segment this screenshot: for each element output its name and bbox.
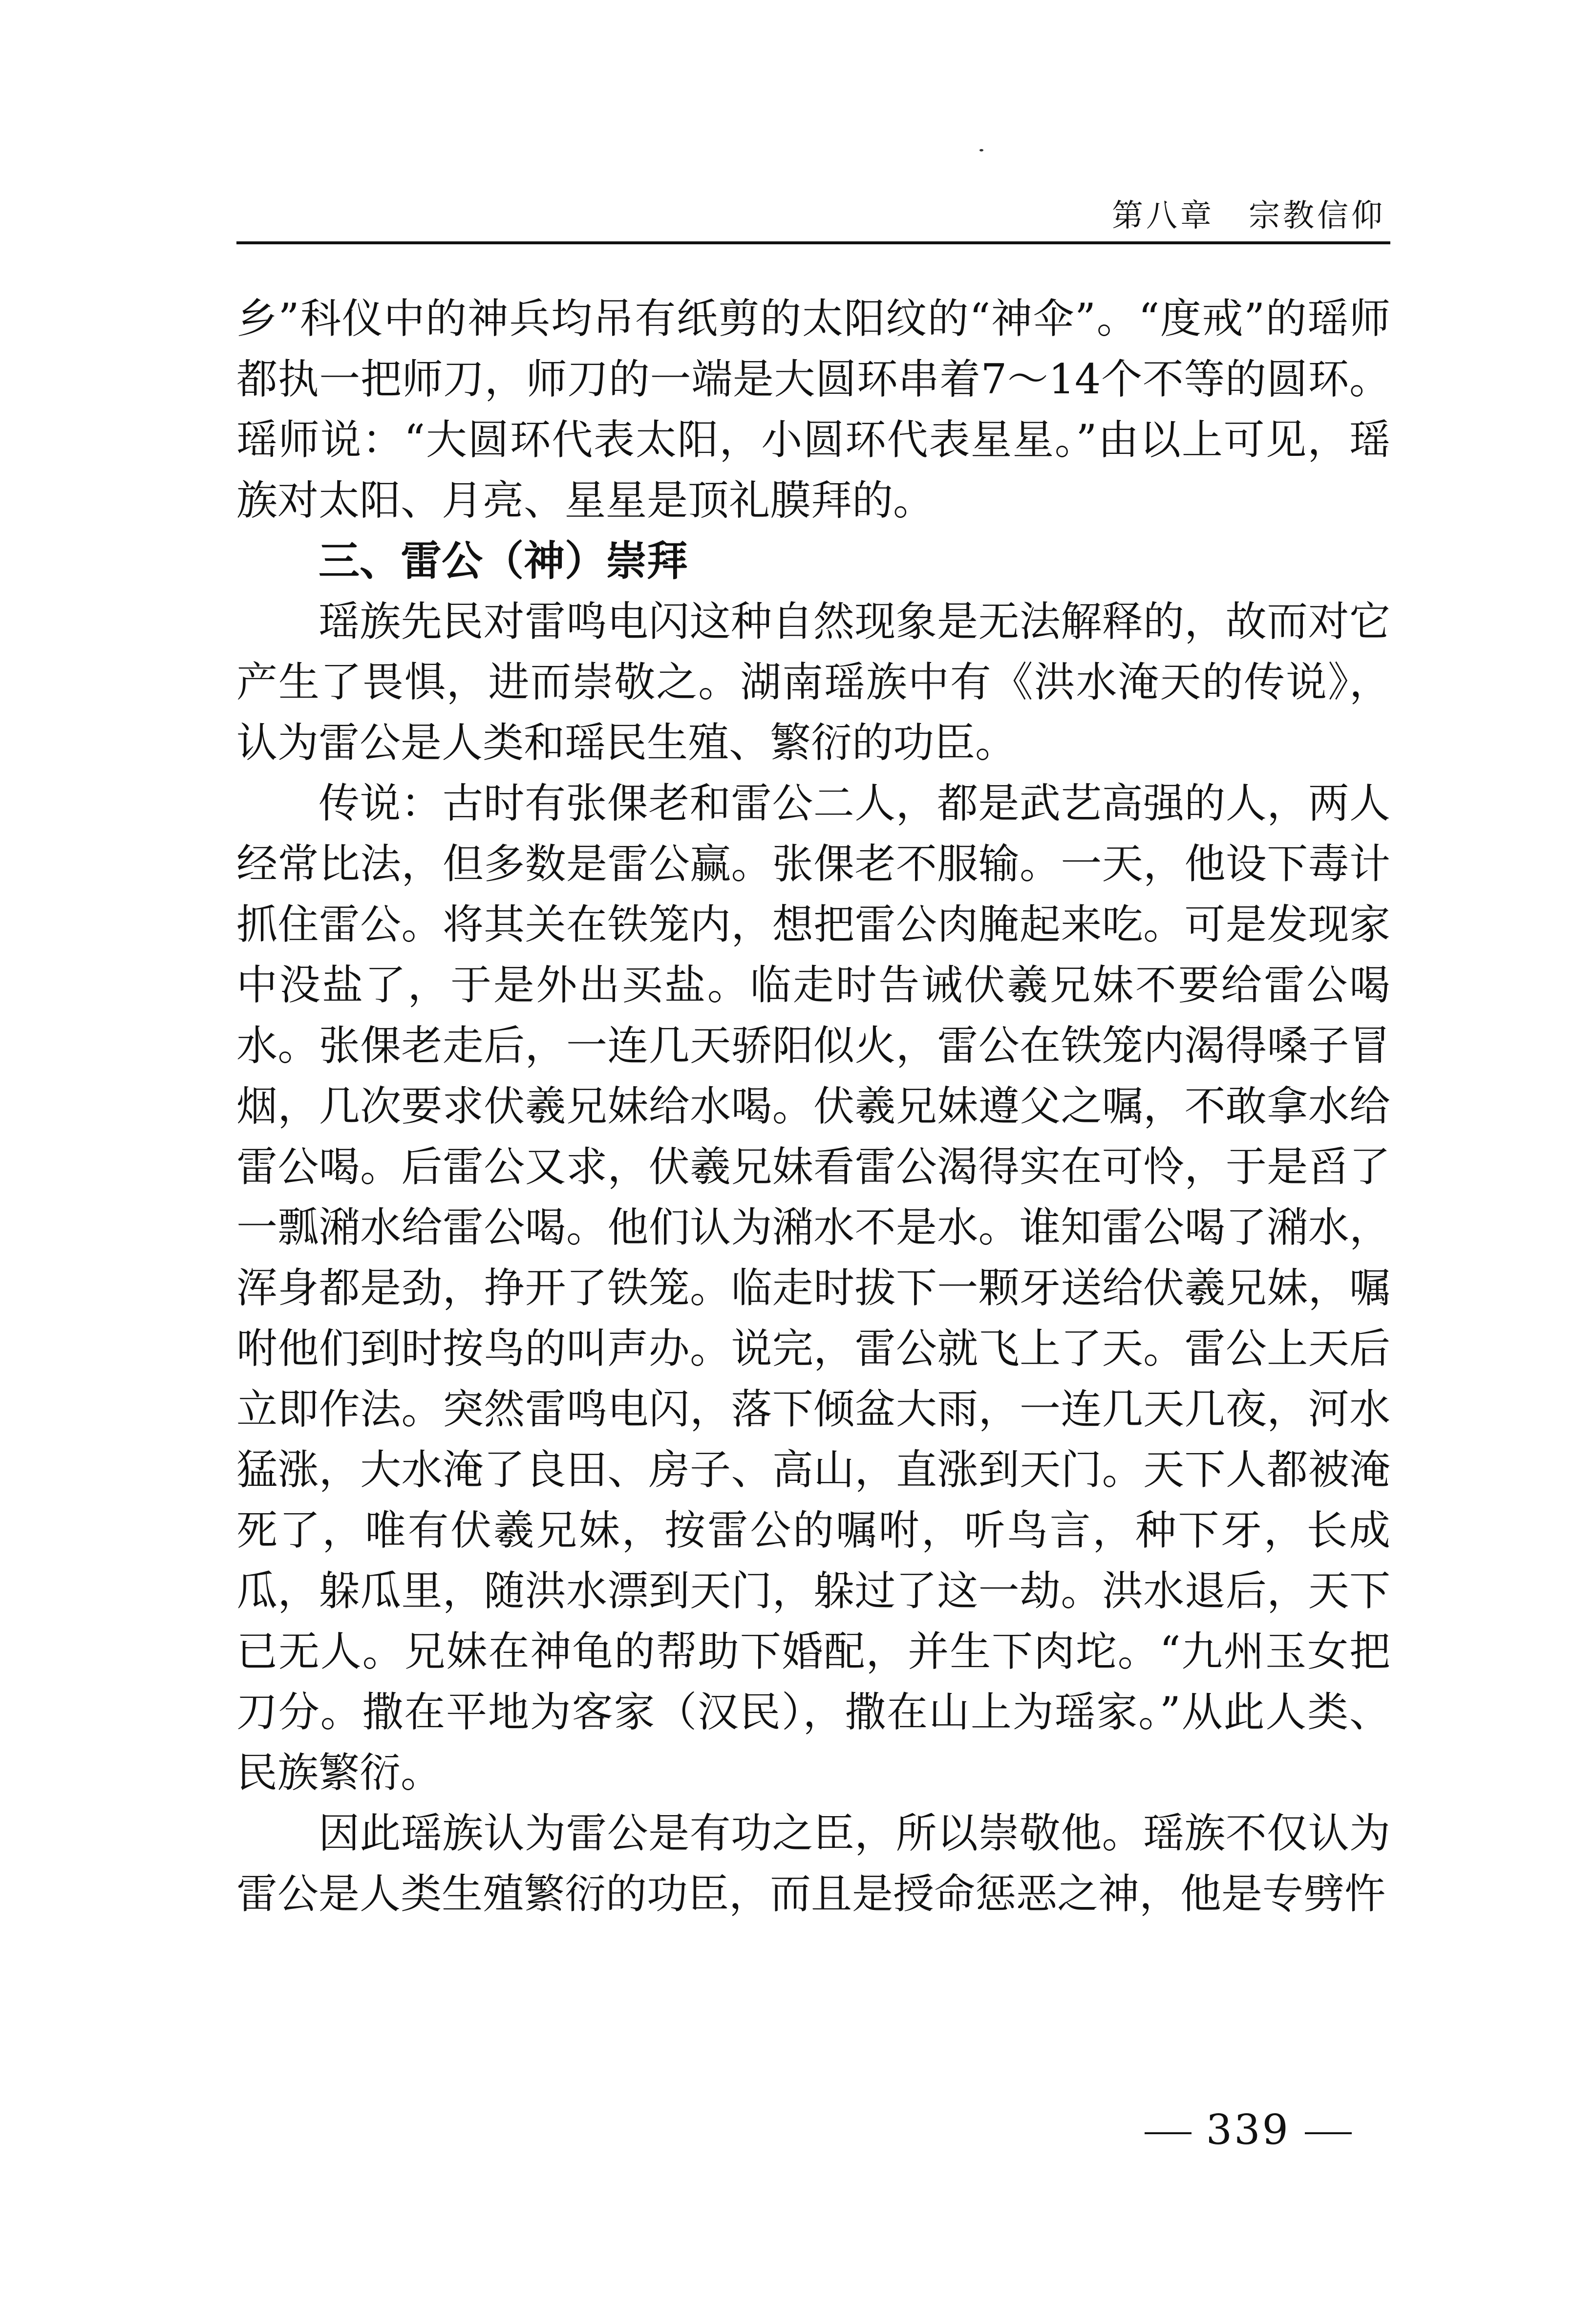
dash-left: [1145, 2132, 1192, 2134]
running-header: [236, 186, 1390, 244]
section-heading: 三、雷公（神）崇拜: [319, 537, 688, 585]
paragraph-4: 因此瑶族认为雷公是有功之臣，所以崇敬他。瑶族不仅认为雷公是人类生殖繁衍的功臣，而且是授命惩恶之神，他是专劈忤: [236, 1809, 1390, 1918]
scan-speck: [979, 149, 983, 151]
paragraph-2: 瑶族先民对雷鸣电闪这种自然现象是无法解释的，故而对它产生了畏惧，进而崇敬之。湖南瑶族中有《洪水淹天的传说》，认为雷公是人类和瑶民生殖、繁衍的功臣。: [236, 598, 1390, 767]
dash-right: [1305, 2132, 1352, 2134]
page-number: [1130, 2106, 1366, 2154]
paragraph-1: 乡”科仪中的神兵均吊有纸剪的太阳纹的“神伞”。“度戒”的瑶师都执一把师刀，师刀的一端是大圆环串着7～14个不等的圆环。瑶师说：“大圆环代表太阳，小圆环代表星星。”由以上可见，瑶族对太阳、月亮、星星是顶礼膜拜的。: [236, 295, 1390, 524]
chapter-title: 第八章 宗教信仰: [1112, 198, 1385, 234]
page-number-value: 339: [1206, 2106, 1290, 2154]
paragraph-3: 传说：古时有张倮老和雷公二人，都是武艺高强的人，两人经常比法，但多数是雷公赢。张倮老不服输。一天，他设下毒计抓住雷公。将其关在铁笼内，想把雷公肉腌起来吃。可是发现家中没盐了，于是外出买盐。临走时告诫伏羲兄妹不要给雷公喝水。张倮老走后，一连几天骄阳似火，雷公在铁笼内渴得嗓子冒烟，几次要求伏羲兄妹给水喝。伏羲兄妹遵父之嘱，不敢拿水给雷公喝。后雷公又求，伏羲兄妹看雷公渴得实在可怜，于是舀了一瓢潲水给雷公喝。他们认为潲水不是水。谁知雷公喝了潲水，浑身都是劲，挣开了铁笼。临走时拔下一颗牙送给伏羲兄妹，嘱咐他们到时按鸟的叫声办。说完，雷公就飞上了天。雷公上天后立即作法。突然雷鸣电闪，落下倾盆大雨，一连几天几夜，河水猛涨，大水淹了良田、房子、高山，直涨到天门。天下人都被淹死了，唯有伏羲兄妹，按雷公的嘱咐，听鸟言，种下牙，长成瓜，躲瓜里，随洪水漂到天门，躲过了这一劫。洪水退后，天下已无人。兄妹在神龟的帮助下婚配，并生下肉坨。“九州玉女把刀分。撒在平地为客家（汉民），撒在山上为瑶家。”从此人类、民族繁衍。: [236, 779, 1390, 1797]
header-rule: [236, 241, 1390, 244]
body-text: [236, 288, 1390, 1924]
